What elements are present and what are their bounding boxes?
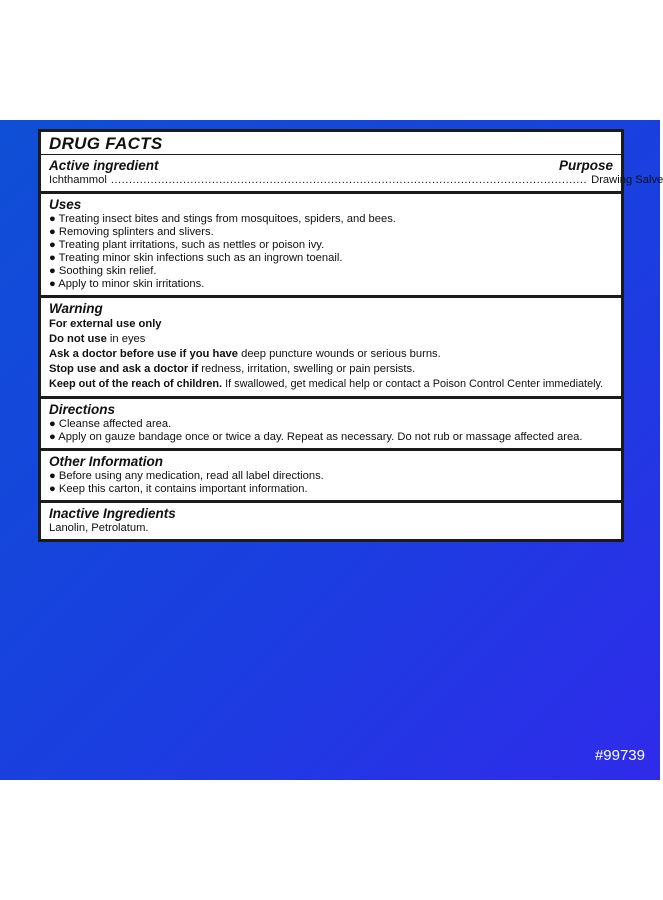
list-item: ● Cleanse affected area. bbox=[49, 418, 172, 430]
list-item: ● Soothing skin relief. bbox=[49, 265, 157, 277]
keep-out-label: Keep out of the reach of children. bbox=[49, 378, 223, 390]
warning-section bbox=[41, 298, 621, 399]
other-information-section bbox=[41, 451, 621, 503]
uses-heading: Uses bbox=[49, 197, 82, 212]
directions-heading: Directions bbox=[49, 402, 116, 417]
list-item: ● Keep this carton, it contains important information. bbox=[49, 483, 308, 495]
stop-use-text: redness, irritation, swelling or pain persists. bbox=[198, 363, 416, 375]
active-ingredient-heading: Active ingredient bbox=[49, 158, 159, 173]
directions-section bbox=[41, 399, 621, 451]
drug-facts-panel bbox=[38, 129, 663, 542]
title-bar bbox=[41, 132, 621, 155]
warning-heading: Warning bbox=[49, 301, 103, 316]
ask-doctor-text: deep puncture wounds or serious burns. bbox=[238, 348, 441, 360]
list-item: ● Treating plant irritations, such as nettles or poison ivy. bbox=[49, 239, 325, 251]
stop-use-label: Stop use and ask a doctor if bbox=[49, 363, 199, 375]
list-item: ● Apply to minor skin irritations. bbox=[49, 278, 205, 290]
other-information-heading: Other Information bbox=[49, 454, 163, 469]
do-not-use-label: Do not use bbox=[49, 333, 107, 345]
inactive-ingredients-text: Lanolin, Petrolatum. bbox=[49, 522, 149, 534]
purpose-value: Drawing Salve bbox=[591, 174, 663, 186]
list-item: ● Before using any medication, read all label directions. bbox=[49, 470, 324, 482]
sku-number: #99739 bbox=[594, 747, 645, 764]
drug-facts-title: DRUG FACTS bbox=[49, 134, 163, 153]
inactive-ingredients-section bbox=[41, 503, 621, 539]
uses-section bbox=[41, 194, 621, 298]
active-ingredient-name: Ichthammol bbox=[49, 174, 107, 186]
do-not-use-text: in eyes bbox=[106, 333, 146, 345]
active-ingredient-section bbox=[41, 155, 663, 194]
dot-leader: .................................................................................................................................... bbox=[110, 174, 588, 186]
external-use-text: For external use only bbox=[49, 318, 162, 330]
list-item: ● Removing splinters and slivers. bbox=[49, 226, 214, 238]
purpose-heading: Purpose bbox=[558, 158, 613, 173]
keep-out-text: If swallowed, get medical help or contact a Poison Control Center immediately. bbox=[222, 378, 604, 390]
inactive-ingredients-heading: Inactive Ingredients bbox=[49, 506, 176, 521]
list-item: ● Apply on gauze bandage once or twice a day. Repeat as necessary. Do not rub or massage affected area. bbox=[49, 431, 583, 443]
list-item: ● Treating minor skin infections such as an ingrown toenail. bbox=[49, 252, 343, 264]
ask-doctor-label: Ask a doctor before use if you have bbox=[49, 348, 238, 360]
list-item: ● Treating insect bites and stings from mosquitoes, spiders, and bees. bbox=[49, 213, 396, 225]
